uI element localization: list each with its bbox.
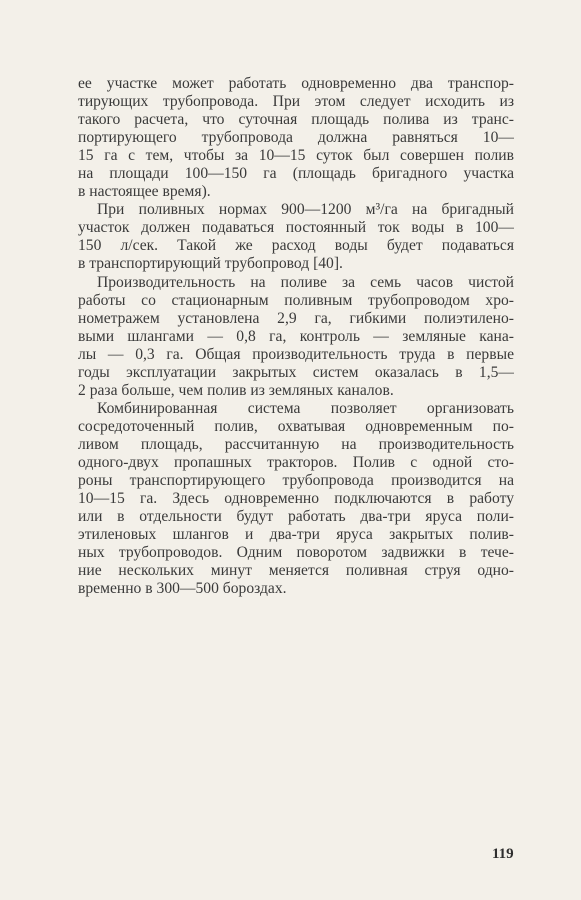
text-line: роны транспортирующего трубопровода производится на — [78, 472, 514, 490]
text-line: в транспортирующий трубопровод [40]. — [78, 255, 343, 273]
paragraph-first-line: Производительность на поливе за семь часов чистой — [97, 273, 514, 291]
text-line: портирующего трубопровода должна равняться 10— — [78, 129, 514, 147]
paragraph-first-line: Комбинированная система позволяет организовать — [97, 399, 514, 417]
text-line: ние нескольких минут меняется поливная струя одно- — [78, 562, 514, 580]
paragraph-first-line: При поливных нормах 900—1200 м³/га на бригадный — [97, 201, 514, 219]
text-line: одного-двух пропашных тракторов. Полив с одной сто- — [78, 453, 514, 471]
text-line: участок должен подаваться постоянный ток воды в 100— — [78, 219, 514, 237]
text-line: этиленовых шлангов и два-три яруса закрытых полив- — [78, 526, 514, 544]
body-text — [78, 75, 514, 598]
text-line: ее участке может работать одновременно два транспор- — [78, 75, 514, 92]
text-line: работы со стационарным поливным трубопроводом хро- — [78, 291, 514, 309]
text-line: выми шлангами — 0,8 га, контроль — земляные кана- — [78, 327, 514, 345]
text-line: в настоящее время). — [78, 183, 211, 201]
text-line: ливом площадь, рассчитанную на производительность — [78, 435, 514, 453]
text-line: на площади 100—150 га (площадь бригадного участка — [78, 165, 514, 183]
text-line: ных трубопроводов. Одним поворотом задвижки в тече- — [78, 544, 514, 562]
text-line: нометражем установлена 2,9 га, гибкими полиэтилено- — [78, 309, 514, 327]
page-number: 119 — [492, 846, 514, 862]
text-line: временно в 300—500 бороздах. — [78, 580, 287, 598]
text-line: годы эксплуатации закрытых систем оказалась в 1,5— — [78, 363, 514, 381]
text-line: или в отдельности будут работать два-три яруса поли- — [78, 508, 514, 526]
text-line: 150 л/сек. Такой же расход воды будет подаваться — [78, 237, 514, 255]
text-line: лы — 0,3 га. Общая производительность труда в первые — [78, 345, 514, 363]
text-line: 10—15 га. Здесь одновременно подключаются в работу — [78, 490, 514, 508]
text-line: 2 раза больше, чем полив из земляных каналов. — [78, 381, 394, 399]
text-line: тирующих трубопровода. При этом следует исходить из — [78, 93, 514, 111]
text-line: 15 га с тем, чтобы за 10—15 суток был совершен полив — [78, 147, 514, 165]
text-line: такого расчета, что суточная площадь полива из транс- — [78, 111, 514, 129]
text-line: сосредоточенный полив, охватывая одновременным по- — [78, 417, 514, 435]
